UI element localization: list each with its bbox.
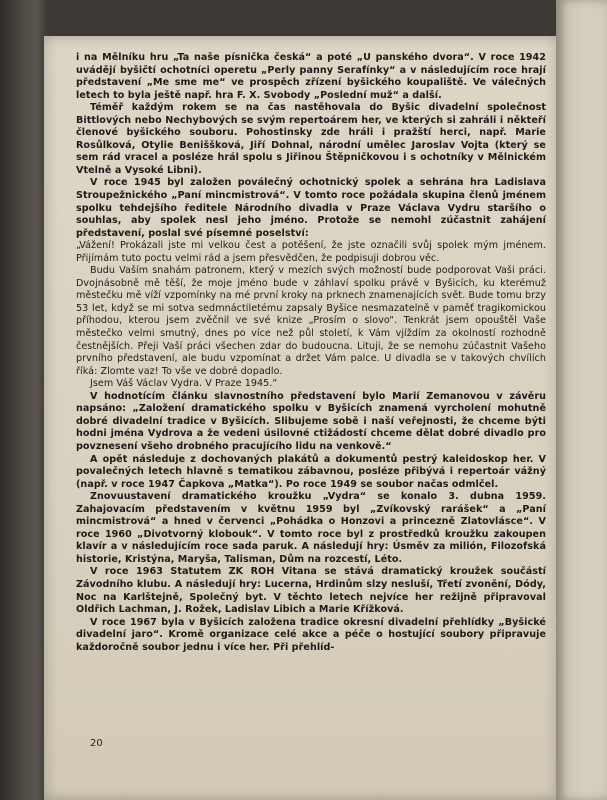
paragraph-6: Znovuustavení dramatického kroužku „Vydra“ se konalo 3. dubna 1959. Zahajovacím představením v květnu 1959 byl „Zvíkovský rarášek“ a „Paní mincmistrová“ a hned v červenci „Pohádka o Honzovi a princezně Zlatovlásce“. V roce 1960 „Divotvorný klobouk“. V tomto roce byl z prostředků kroužku zakoupen klavír a v následujícím roce sada paruk. A následují hry: Úsměv za milión, Filozofská historie, Kristýna, Maryša, Talisman, Dům na rozcestí, Léto. bbox=[76, 491, 546, 565]
paragraph-4: V hodnotícím článku slavnostního představení bylo Marií Zemanovou v závěru napsáno: „Založení dramatického spolku v Byšicích znamená vyrcholení mohutně dobré divadelní tradice v Byšicích. Slibujeme sobě i naší veřejnosti, že chceme býti hodni jména Vydrova a že vedeni úsilovné ctižádostí chceme dělat dobré divadlo pro povznesení všeho drobného pracujícího lidu na venkově.“ bbox=[76, 390, 546, 452]
letter-opening: „Vážení! Prokázali jste mi velkou čest a potěšení, že jste označili svůj spolek mým jménem. Přijímám tuto poctu velmi rád a jsem přesvědčen, že podpisuji dobrou věc. bbox=[76, 240, 546, 264]
page-number: 20 bbox=[90, 738, 103, 749]
paragraph-7: V roce 1963 Statutem ZK ROH Vitana se stává dramatický kroužek součástí Závodního klubu. A následují hry: Lucerna, Hrdinům slzy nesluší, Třetí zvonění, Dódy, Noc na Karlštejně, Společný byt. V těchto letech nejvíce her režijně připravoval Oldřich Lachman, J. Rožek, Ladislav Libich a Marie Křížková. bbox=[76, 566, 546, 616]
letter-signature: Jsem Váš Václav Vydra. V Praze 1945.“ bbox=[90, 378, 278, 390]
page-text bbox=[76, 52, 546, 654]
paragraph-1: i na Mělníku hru „Ta naše písnička česká“ a poté „U panského dvora“. V roce 1942 uvádějí byšičtí ochotníci operetu „Perly panny Serafínky“ a v následujícím roce hrají představení „Me sme me“ ve prospěch zřízení byšického koupaliště. Ve válečných letech to byla ještě např. hra F. X. Svobody „Poslední muž“ a další. bbox=[76, 52, 546, 101]
paragraph-5: A opět následuje z dochovaných plakátů a dokumentů pestrý kaleidoskop her. V povalečných letech hlavně s tematikou zábavnou, posléze přibývá i repertoár vážný (např. v roce 1947 Čapkova „Matka“). Po roce 1949 se soubor načas odmlčel. bbox=[76, 453, 546, 490]
next-page-edge bbox=[556, 0, 607, 800]
paragraph-3: V roce 1945 byl založen poválečný ochotnický spolek a sehrána hra Ladislava Stroupežnického „Paní mincmistrová“. V tomto roce požádala skupina členů jménem spolku tehdejšího ředitele Národního divadla v Praze Václava Vydru staršího o souhlas, aby spolek nesl jeho jméno. Protože se nemohl zúčastnit zahájení představení, poslal své písemné poselství: bbox=[76, 177, 546, 239]
letter-body: Budu Vaším snahám patronem, který v mezích svých možností bude podporovat Vaši práci. Dvojnásobně mě těší, že moje jméno bude v záhlaví spolku právě v Byšicích, ku kterémuž městečku mě víží vzpomínky na mé první kroky na prknech znamenajících svět. Bude tomu brzy 53 let, když se mi sotva sedmnáctiletému zapsaly Byšice nesmazatelně v paměť tragikomickou příhodou, kterou jsem zvěčnil ve své knize „Prosím o slovo“. Tenkrát jsem opouštěl Vaše městečko velmi smutný, dnes po více než půl století, k Vám vjíždím za okolností rozhodně čestnějších. Přeji Vaší práci všechen zdar do budoucna. Lituji, že se nemohu zúčastnit Vašeho prvního představení, ale budu vzpomínat a držet Vám palce. U divadla se v takových chvílích říká: Zlomte vaz! To vše ve dobré dopadlo. bbox=[76, 265, 546, 377]
paragraph-2: Téměř každým rokem se na čas nastěhovala do Byšic divadelní společnost Bittlových nebo Nechybových se svým repertoárem her, ve kterých si zahráli i někteří členové byšického souboru. Pohostinsky zde hráli i pražští herci, např. Marie Rosůlková, Otylie Beniššková, Jiří Dohnal, národní umělec Jaroslav Vojta (který se sem rád vracel a posléze hrál spolu s Jiřinou Štěpničkovou i s ochotníky v Mělnickém Vtelně a Vysoké Libni). bbox=[76, 102, 546, 176]
paragraph-8: V roce 1967 byla v Byšicích založena tradice okresní divadelní přehlídky „Byšické divadelní jaro“. Kromě organizace celé akce a péče o hostující soubory připravuje každoročně soubor jednu i více her. Při přehlíd- bbox=[76, 616, 546, 653]
